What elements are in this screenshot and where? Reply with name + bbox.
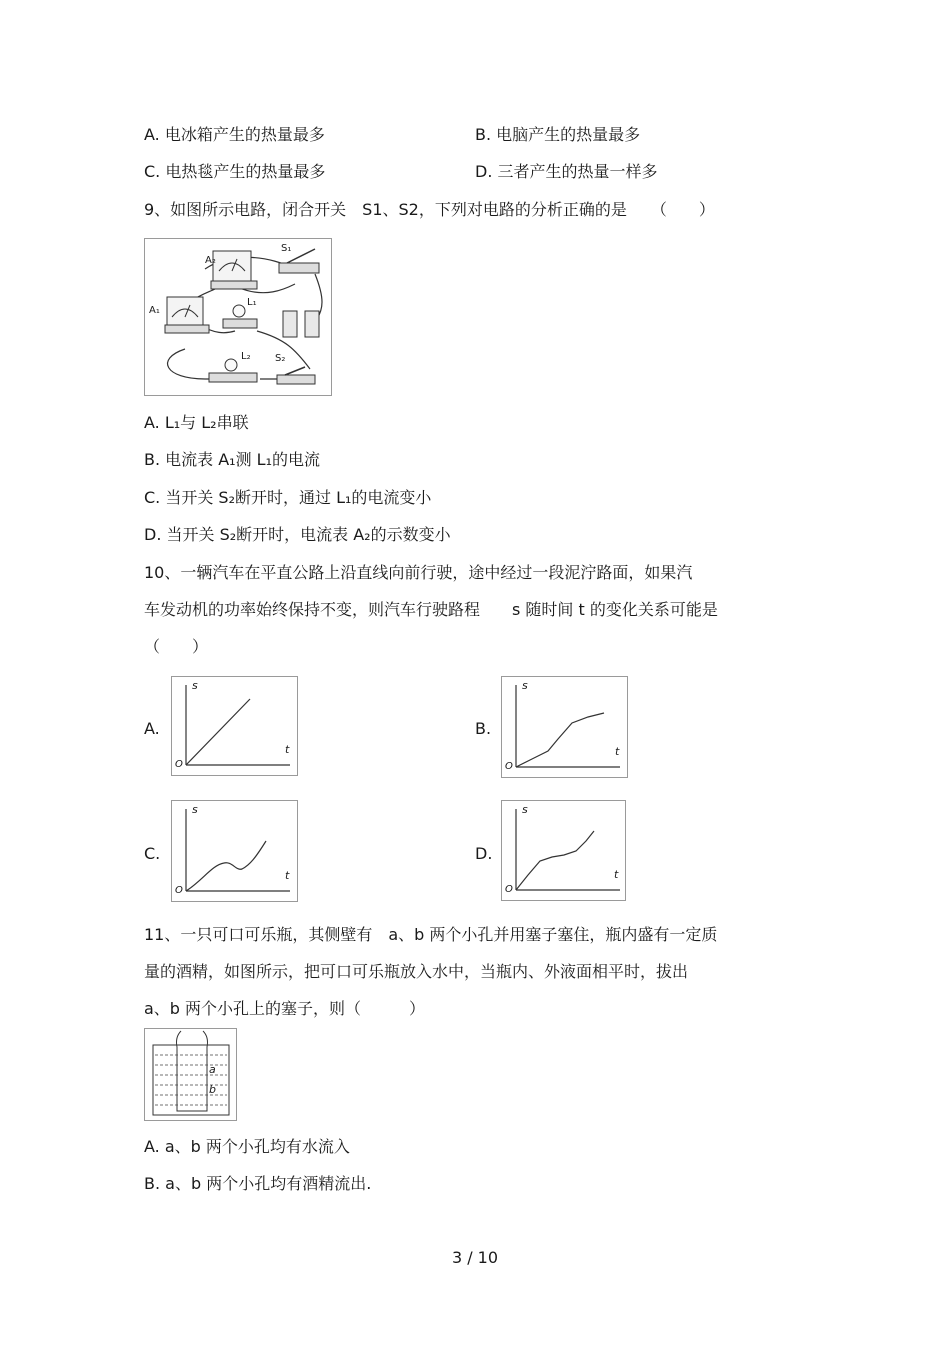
q10-label-b: B. (475, 719, 492, 738)
fig-label-s2: S₂ (275, 353, 286, 364)
fig-label-a1: A₁ (149, 305, 160, 316)
q9-option-a: A. L₁与 L₂串联 (144, 413, 249, 432)
q11-stem-line2: 量的酒精，如图所示，把可口可乐瓶放入水中，当瓶内、外液面相平时，拔出 (144, 962, 689, 981)
graph-b-o-label: O (505, 761, 513, 772)
q11-option-a: A. a、b 两个小孔均有水流入 (144, 1137, 350, 1156)
fig-label-l1: L₁ (247, 297, 257, 308)
q10-label-a: A. (144, 719, 160, 738)
q9-option-c: C. 当开关 S₂断开时，通过 L₁的电流变小 (144, 488, 432, 507)
bulb-l1-icon (223, 305, 257, 328)
q9-option-d: D. 当开关 S₂断开时，电流表 A₂的示数变小 (144, 525, 451, 544)
q8-option-b: B. 电脑产生的热量最多 (475, 125, 641, 144)
fig-label-a2: A₂ (205, 255, 216, 266)
graph-a-t-label: t (285, 743, 290, 756)
ammeter-a1-icon (165, 297, 209, 333)
graph-b (501, 676, 628, 778)
bottle-figure (144, 1028, 237, 1121)
switch-s2-icon (277, 367, 315, 384)
q9-option-b: B. 电流表 A₁测 L₁的电流 (144, 450, 321, 469)
graph-c-t-label: t (285, 869, 290, 882)
graph-b-s-label: s (522, 679, 528, 692)
q11-stem-line3: a、b 两个小孔上的塞子，则（ ） (144, 999, 426, 1018)
graph-c-o-label: O (175, 885, 183, 896)
bottle-hole-b-label: b (209, 1083, 216, 1096)
graph-d-s-label: s (522, 803, 528, 816)
q8-option-a: A. 电冰箱产生的热量最多 (144, 125, 325, 144)
q9-stem: 9、如图所示电路，闭合开关 S1、S2，下列对电路的分析正确的是 （ ） (144, 200, 715, 219)
graph-a-s-label: s (192, 679, 198, 692)
graph-d-t-label: t (614, 868, 619, 881)
q10-stem-line2: 车发动机的功率始终保持不变，则汽车行驶路程 s 随时间 t 的变化关系可能是 (144, 600, 718, 619)
graph-c-s-label: s (192, 803, 198, 816)
graph-a-o-label: O (175, 759, 183, 770)
q10-label-c: C. (144, 844, 161, 863)
q10-label-d: D. (475, 844, 493, 863)
fig-label-l2: L₂ (241, 351, 251, 362)
q11-option-b: B. a、b 两个小孔均有酒精流出. (144, 1174, 372, 1193)
battery-icon (283, 311, 319, 337)
q8-option-c: C. 电热毯产生的热量最多 (144, 162, 326, 181)
q10-stem-line3: （ ） (144, 637, 209, 656)
bulb-l2-icon (209, 359, 257, 382)
fig-label-s1: S₁ (281, 243, 292, 254)
graph-d-o-label: O (505, 884, 513, 895)
q11-stem-line1: 11、一只可口可乐瓶，其侧壁有 a、b 两个小孔并用塞子塞住，瓶内盛有一定质 (144, 925, 718, 944)
graph-a (171, 676, 298, 776)
ammeter-a2-icon (211, 251, 257, 289)
page-number: 3 / 10 (451, 1248, 499, 1267)
graph-d (501, 800, 626, 901)
q10-stem-line1: 10、一辆汽车在平直公路上沿直线向前行驶，途中经过一段泥泞路面，如果汽 (144, 563, 693, 582)
circuit-figure (144, 238, 332, 396)
graph-c (171, 800, 298, 902)
q8-option-d: D. 三者产生的热量一样多 (475, 162, 658, 181)
graph-b-t-label: t (615, 745, 620, 758)
bottle-hole-a-label: a (209, 1063, 216, 1076)
